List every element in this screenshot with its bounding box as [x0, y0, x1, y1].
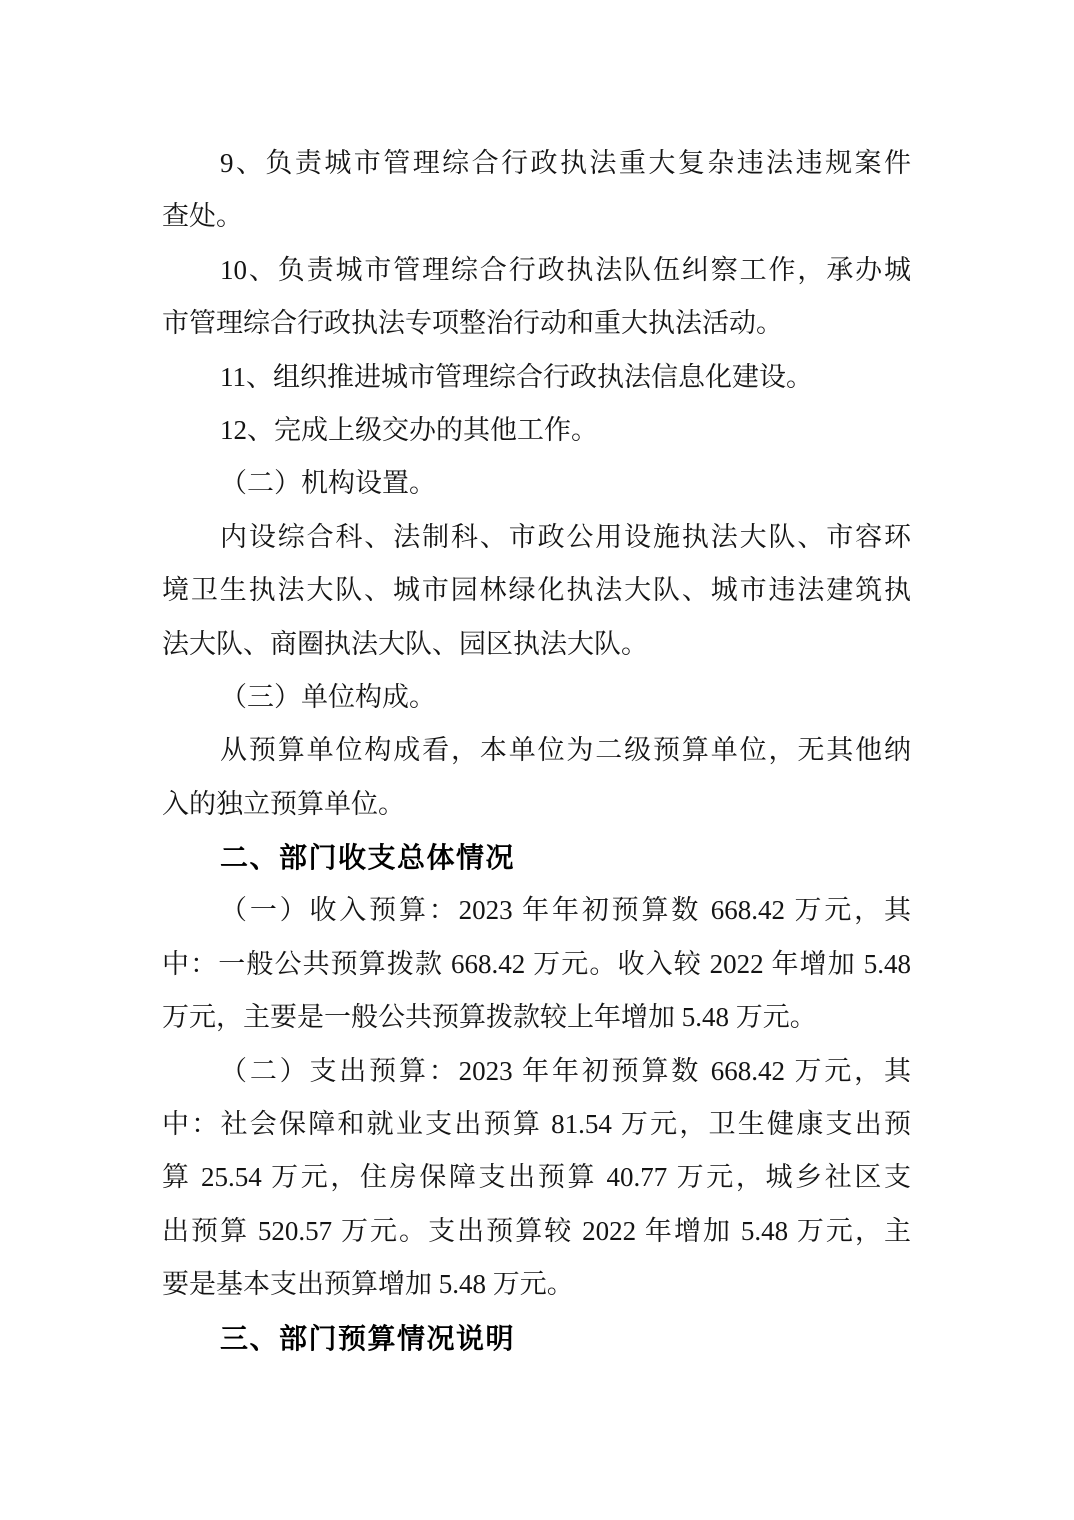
body-line: （三）单位构成。: [220, 681, 436, 712]
body-line: 9、负责城市管理综合行政执法重大复杂违法违规案件: [220, 148, 911, 178]
body-line: （二）机构设置。: [220, 468, 436, 499]
body-line: 法大队、商圈执法大队、园区执法大队。: [162, 628, 648, 659]
body-line: 中：社会保障和就业支出预算 81.54 万元，卫生健康支出预: [162, 1109, 911, 1140]
body-line: 内设综合科、法制科、市政公用设施执法大队、市容环: [220, 521, 911, 552]
body-line: 11、组织推进城市管理综合行政执法信息化建设。: [220, 361, 813, 392]
body-line: 市管理综合行政执法专项整治行动和重大执法活动。: [162, 308, 783, 339]
document-text-block: [162, 137, 911, 1365]
body-line: 出预算 520.57 万元。支出预算较 2022 年增加 5.48 万元，主: [162, 1215, 911, 1246]
section-heading-income-expense-overview: 二、部门收支总体情况: [220, 842, 516, 874]
body-line: 入的独立预算单位。: [162, 788, 405, 819]
body-line: （二）支出预算：2023 年年初预算数 668.42 万元，其: [220, 1055, 911, 1086]
body-line: 查处。: [162, 201, 243, 232]
body-line: 从预算单位构成看，本单位为二级预算单位，无其他纳: [220, 735, 911, 766]
body-line: 12、完成上级交办的其他工作。: [220, 414, 598, 445]
body-line: 算 25.54 万元，住房保障支出预算 40.77 万元，城乡社区支: [162, 1162, 911, 1193]
body-line: 境卫生执法大队、城市园林绿化执法大队、城市违法建筑执: [162, 575, 911, 606]
section-heading-budget-explanation: 三、部门预算情况说明: [220, 1322, 516, 1354]
body-line: 要是基本支出预算增加 5.48 万元。: [162, 1269, 574, 1300]
body-line: 中：一般公共预算拨款 668.42 万元。收入较 2022 年增加 5.48: [162, 948, 911, 979]
body-line: 万元，主要是一般公共预算拨款较上年增加 5.48 万元。: [162, 1002, 817, 1033]
body-line: 10、负责城市管理综合行政执法队伍纠察工作，承办城: [220, 254, 911, 285]
body-line: （一）收入预算：2023 年年初预算数 668.42 万元，其: [220, 895, 911, 926]
